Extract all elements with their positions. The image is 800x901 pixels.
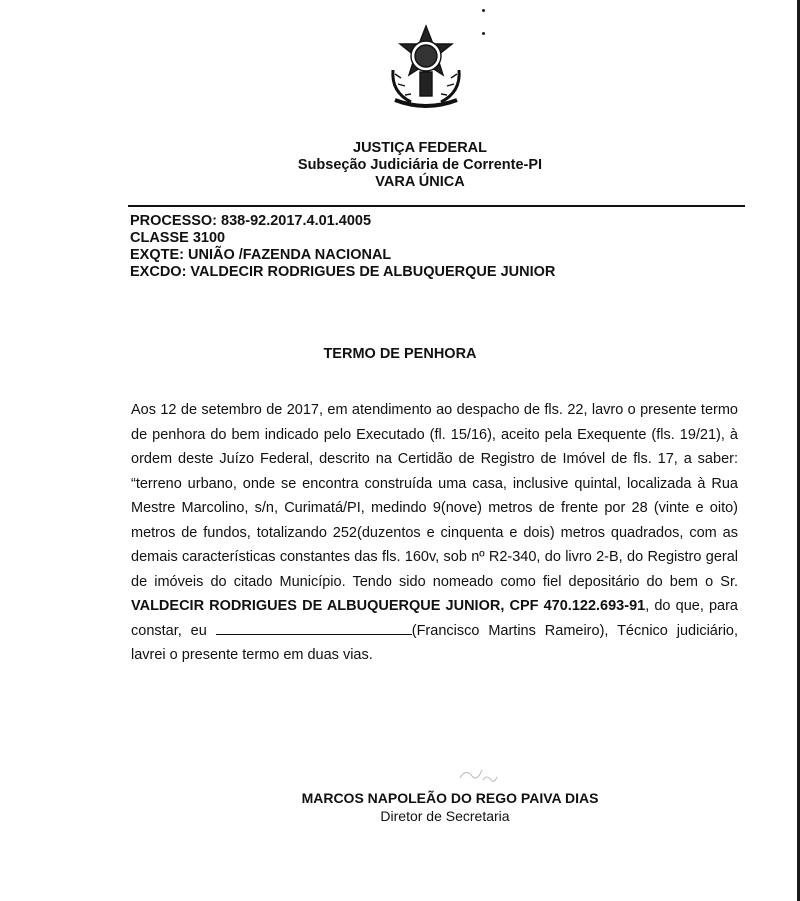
header-line-2: Subseção Judiciária de Corrente-PI <box>297 157 543 173</box>
body-text-part-3: (Francisco Martins Rameiro), Técnico judiciário, lavrei o presente termo em duas vias. <box>131 622 739 663</box>
case-info <box>130 213 555 281</box>
header-divider <box>128 205 745 207</box>
case-classe: CLASSE 3100 <box>130 230 226 246</box>
scan-speck <box>482 9 485 12</box>
signatory-role: Diretor de Secretaria <box>380 808 510 824</box>
body-depositary-name: VALDECIR RODRIGUES DE ALBUQUERQUE JUNIOR, CPF 470.122.693-91 <box>131 598 646 614</box>
header-line-3: VARA ÚNICA <box>375 174 465 190</box>
scan-speck <box>482 32 485 35</box>
brazil-coat-of-arms-icon <box>383 22 469 112</box>
document-title: TERMO DE PENHORA <box>323 346 477 362</box>
signatory-name: MARCOS NAPOLEÃO DO REGO PAIVA DIAS <box>301 790 599 806</box>
header-line-1: JUSTIÇA FEDERAL <box>353 140 487 156</box>
case-excdo: EXCDO: VALDECIR RODRIGUES DE ALBUQUERQUE JUNIOR <box>130 264 556 280</box>
court-header <box>250 140 590 191</box>
body-text-part-2: , do que, para constar, eu <box>131 598 738 639</box>
body-text-part-1: Aos 12 de setembro de 2017, em atendimento ao despacho de fls. 22, lavro o presente termo de penhora do bem indicado pelo Executado (fl. 15/16), aceito pela Exequente (fls. 19/21), à ordem deste Juízo Federal, descrito na Certidão de Registro de Imóvel de fls. 17, a saber: “terreno urbano, onde se encontra construída uma casa, inclusive quintal, localizada à Rua Mestre Marcolino, s/n, Curimatá/PI, medindo 9(nove) metros de frente por 28 (vinte e oito) metros de fundos, totalizando 252(duzentos e cinquenta e dois) metros quadrados, com as demais características constantes das fls. 160v, sob nº R2-340, do livro 2-B, do Registro geral de imóveis do citado Município. Tendo sido nomeado como fiel depositário do bem o Sr. <box>131 402 738 590</box>
signature-blank-line <box>216 621 412 635</box>
case-processo: PROCESSO: 838-92.2017.4.01.4005 <box>130 213 372 229</box>
faint-initials-mark <box>455 758 505 788</box>
document-body <box>131 398 738 668</box>
case-exqte: EXQTE: UNIÃO /FAZENDA NACIONAL <box>130 247 392 263</box>
